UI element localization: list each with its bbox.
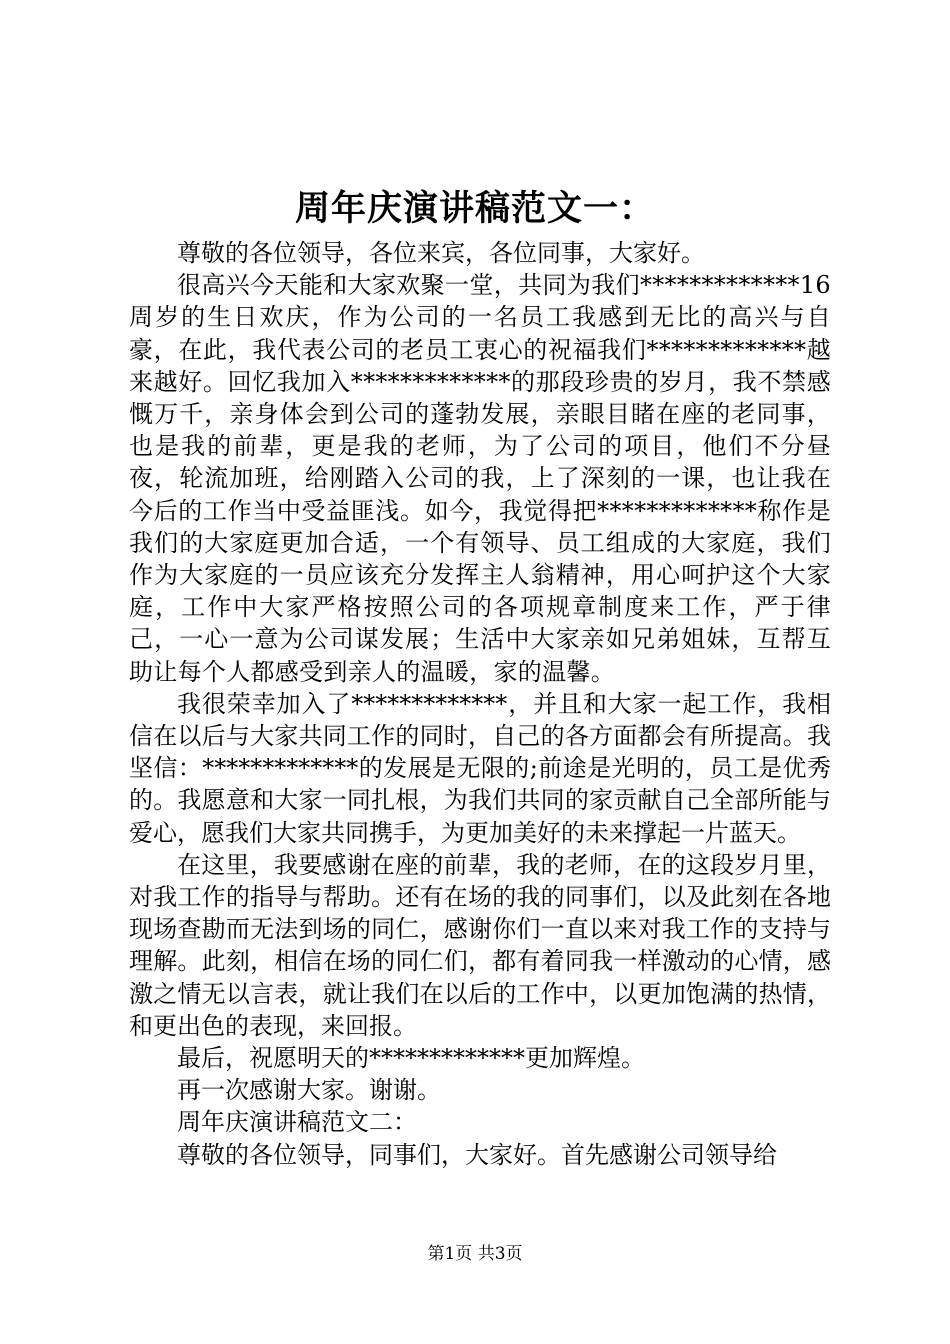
paragraph-5: 再一次感谢大家。谢谢。 (177, 1076, 441, 1105)
document-body (129, 237, 831, 1171)
paragraph-6: 尊敬的各位领导，同事们，大家好。首先感谢公司领导给 (177, 1140, 777, 1169)
paragraph-2: 我很荣幸加入了*************，并且和大家一起工作，我相信在以后与大家共同工作的同时，自己的各方面都会有所提高。我坚信：*************的发展是无限的;前途是光明的，员工是优秀的。我愿意和大家一同扎根，为我们共同的家贡献自己全部所能与爱心，愿我们大家共同携手，为更加美好的未来撑起一片蓝天。 (129, 689, 831, 847)
section-heading-2: 周年庆演讲稿范文二： (177, 1108, 417, 1137)
document-title: 周年庆演讲稿范文一： (294, 188, 655, 229)
paragraph-1: 很高兴今天能和大家欢聚一堂，共同为我们*************16周岁的生日欢庆，作为公司的一名员工我感到无比的高兴与自豪，在此，我代表公司的老员工衷心的祝福我们*************越来越好。回忆我加入*************的那段珍贵的岁月，我不禁感慨万千，亲身体会到公司的蓬勃发展，亲眼目睹在座的老同事，也是我的前辈，更是我的老师，为了公司的项目，他们不分昼夜，轮流加班，给刚踏入公司的我，上了深刻的一课，也让我在今后的工作当中受益匪浅。如今，我觉得把*************称作是我们的大家庭更加合适，一个有领导、员工组成的大家庭，我们作为大家庭的一员应该充分发挥主人翁精神，用心呵护这个大家庭，工作中大家严格按照公司的各项规章制度来工作，严于律己，一心一意为公司谋发展；生活中大家亲如兄弟姐妹，互帮互助让每个人都感受到亲人的温暖，家的温馨。 (129, 271, 831, 686)
paragraph-greeting: 尊敬的各位领导，各位来宾，各位同事，大家好。 (177, 239, 705, 267)
paragraph-3: 在这里，我要感谢在座的前辈，我的老师，在的这段岁月里，对我工作的指导与帮助。还有在场的我的同事们，以及此刻在各地现场查勘而无法到场的同仁，感谢你们一直以来对我工作的支持与理解。此刻，相信在场的同仁们，都有着同我一样激动的心情，感激之情无以言表，就让我们在以后的工作中，以更加饱满的热情，和更出色的表现，来回报。 (129, 850, 831, 1040)
paragraph-4: 最后，祝愿明天的*************更加辉煌。 (177, 1044, 645, 1073)
page-number-footer: 第1页 共3页 (427, 1244, 523, 1264)
